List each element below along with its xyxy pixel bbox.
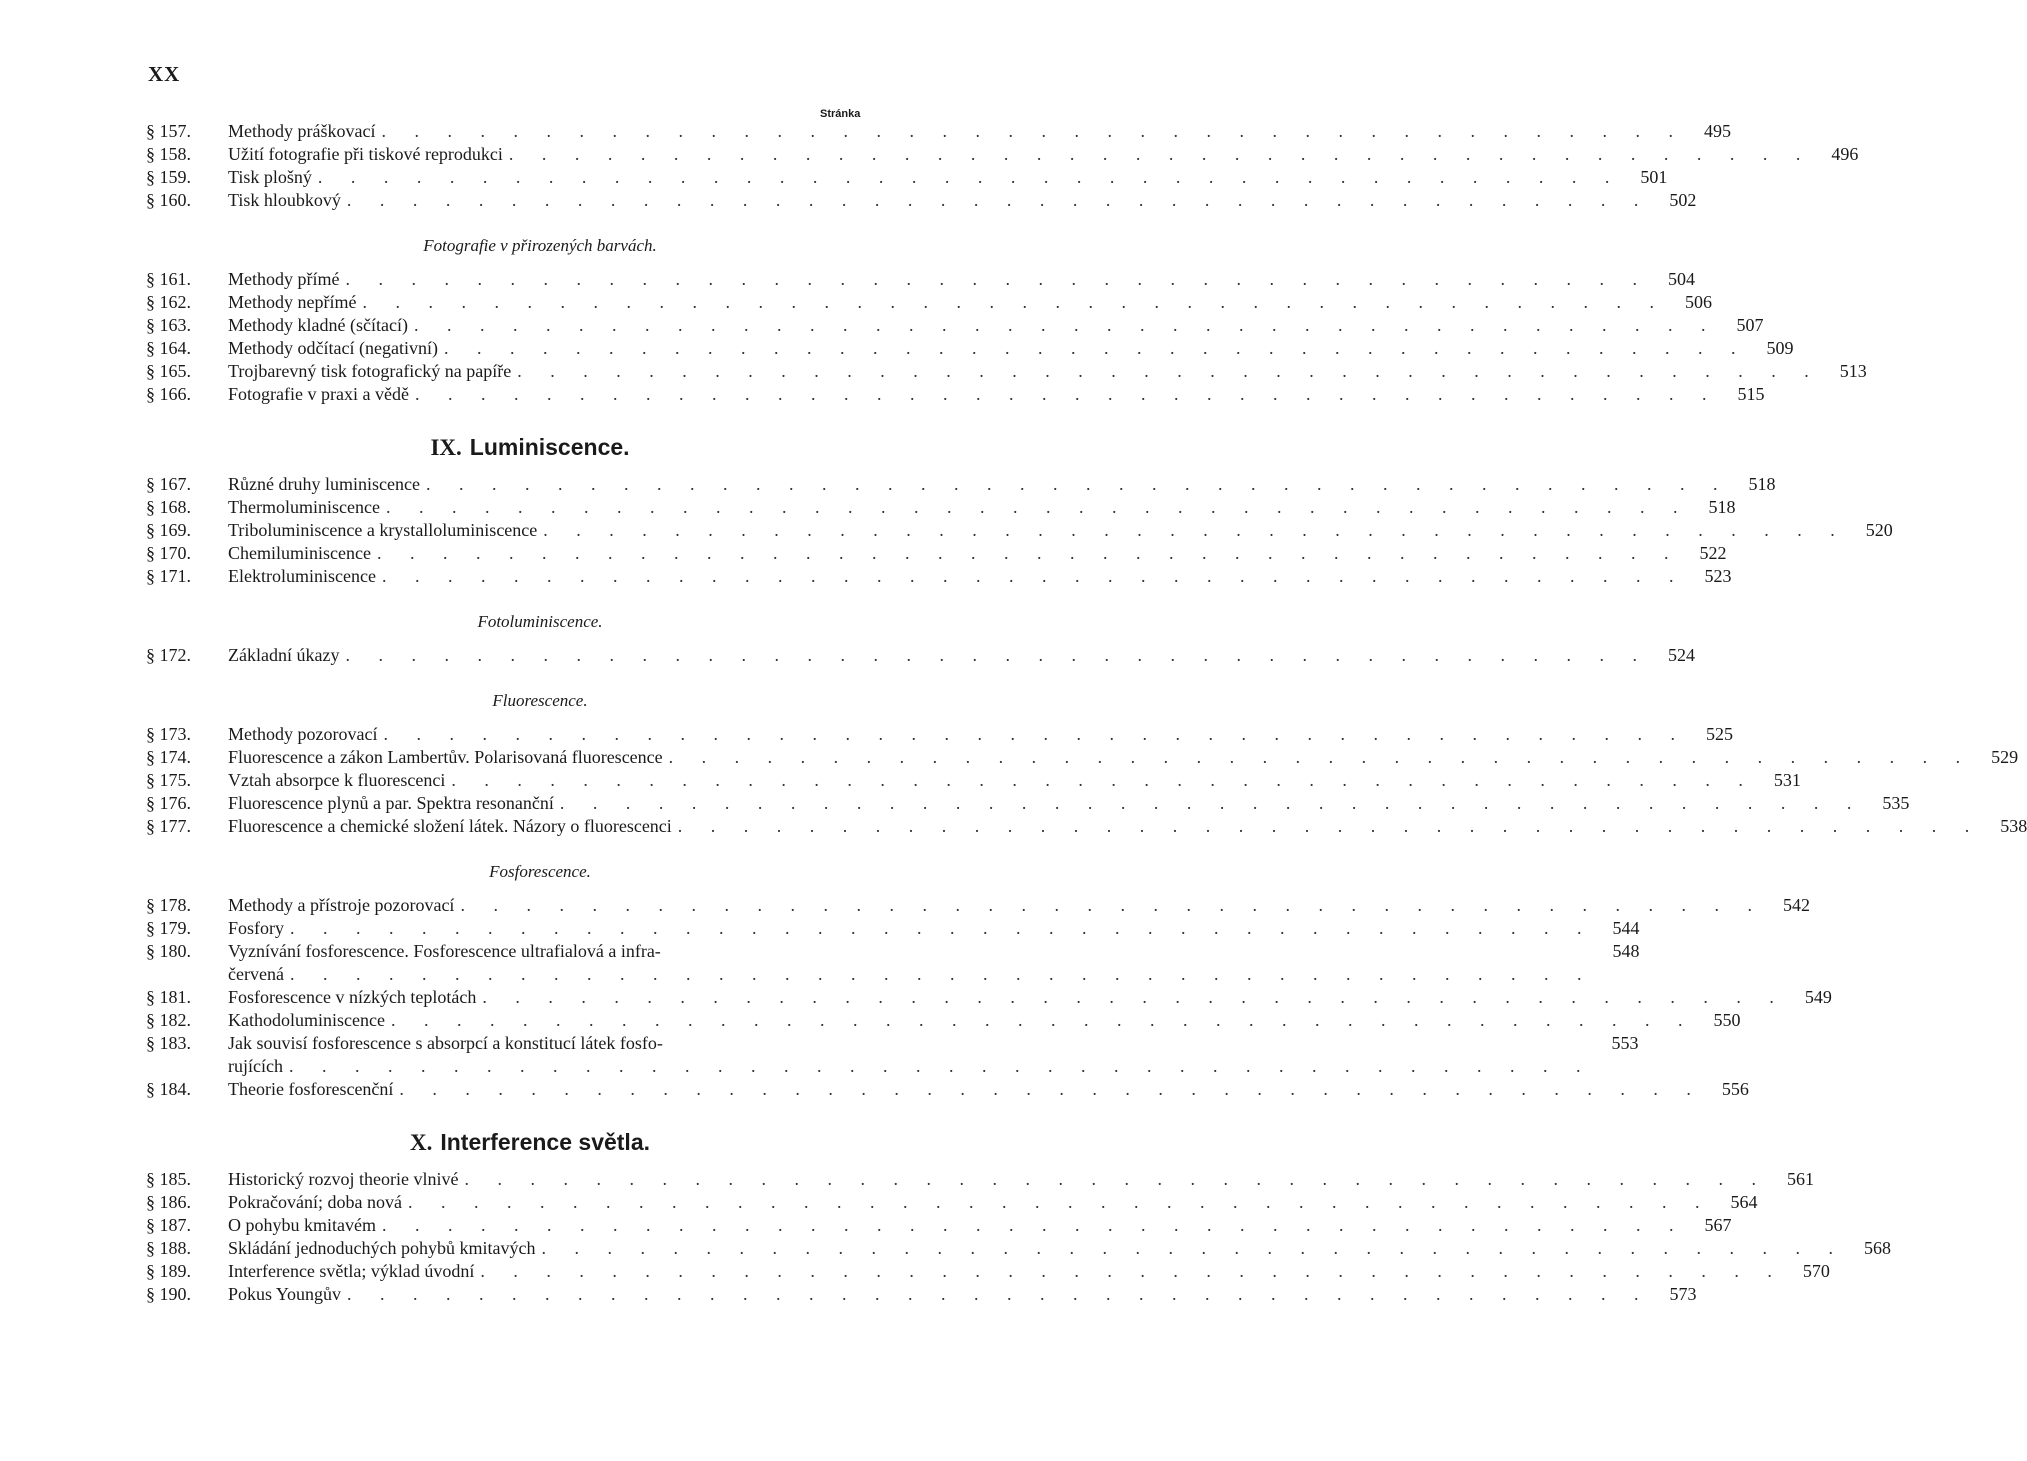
dot-leader: . . . . . . . . . . . . . . . . . . . . . . . . . . . . . . . . . . . . . . . . — [290, 918, 1594, 938]
dot-leader: . . . . . . . . . . . . . . . . . . . . . . . . . . . . . . . . . . . . . . . . — [407, 1192, 1712, 1212]
toc-entry — [146, 1191, 1758, 1214]
section-number: § 190. — [146, 1284, 191, 1304]
entry-title — [228, 1078, 1703, 1101]
toc-entry — [146, 769, 1801, 792]
entry-title — [228, 894, 1764, 917]
dot-leader: . . . . . . . . . . . . . . . . . . . . . . . . . . . . . . . . . . . . . . . . — [381, 566, 1686, 586]
page-ref: 548 — [1612, 941, 1640, 961]
dot-leader: . . . . . . . . . . . . . . . . . . . . . . . . . . . . . . . . . . . . . . . . — [288, 1056, 1593, 1076]
entry-title-line: Vyznívání fosforescence. Fosforescence ultrafialová a infra- — [228, 941, 661, 961]
entry-title — [228, 542, 1680, 565]
toc-entry — [146, 1032, 1639, 1078]
section-number: § 188. — [146, 1238, 191, 1258]
section-number: § 161. — [146, 269, 191, 289]
dot-leader: . . . . . . . . . . . . . . . . . . . . . . . . . . . . . . . . . . . . . . . . — [383, 724, 1687, 744]
entry-title-text: Methody a přístroje pozorovací — [228, 895, 455, 915]
section-number: § 187. — [146, 1215, 191, 1235]
entry-title-text: O pohybu kmitavém — [228, 1215, 376, 1235]
toc-entry — [146, 1260, 1830, 1283]
page-ref: 561 — [1786, 1169, 1814, 1189]
section-subheading: Fotografie v přirozených barvách. — [423, 236, 657, 255]
section-number: § 180. — [146, 941, 191, 961]
section-number: § 178. — [146, 895, 191, 915]
dot-leader: . . . . . . . . . . . . . . . . . . . . . . . . . . . . . . . . . . . . . . . . — [464, 1169, 1768, 1189]
page-ref: 529 — [1991, 747, 2019, 767]
page-ref: 495 — [1703, 121, 1731, 141]
entry-title-text: Fluorescence plynů a par. Spektra resonanční — [228, 793, 554, 813]
entry-title-line — [228, 1055, 1592, 1078]
section-number: § 164. — [146, 338, 191, 358]
entry-title — [228, 1168, 1768, 1191]
entry-title — [228, 166, 1621, 189]
section-number: § 157. — [146, 121, 191, 141]
page-ref: 535 — [1882, 793, 1910, 813]
section-number: § 173. — [146, 724, 191, 744]
entry-title-text: Trojbarevný tisk fotografický na papíře — [228, 361, 512, 381]
entry-title — [228, 314, 1717, 337]
dot-leader: . . . . . . . . . . . . . . . . . . . . . . . . . . . . . . . . . . . . . . . . — [390, 1010, 1695, 1030]
dot-leader: . . . . . . . . . . . . . . . . . . . . . . . . . . . . . . . . . . . . . . . . — [347, 1284, 1651, 1304]
page-ref: 550 — [1713, 1010, 1741, 1030]
dot-leader: . . . . . . . . . . . . . . . . . . . . . . . . . . . . . . . . . . . . . . . . — [559, 793, 1864, 813]
entry-title-text: Pokus Youngův — [228, 1284, 342, 1304]
toc-entry — [146, 917, 1640, 940]
chapter-heading — [146, 1129, 894, 1156]
entry-title-text: Tisk plošný — [228, 167, 312, 187]
entry-title-line — [228, 963, 1593, 986]
entry-title-text: Fosforescence v nízkých teplotách — [228, 987, 477, 1007]
toc-entry — [146, 815, 2027, 838]
section-number: § 183. — [146, 1033, 191, 1053]
section-number: § 181. — [146, 987, 191, 1007]
entry-title — [228, 1009, 1694, 1032]
entry-title-text: Vztah absorpce k fluorescenci — [228, 770, 446, 790]
page-ref: 553 — [1611, 1033, 1639, 1053]
entry-title — [228, 120, 1685, 143]
entry-title-text: Theorie fosforescenční — [228, 1079, 394, 1099]
page-ref: 515 — [1737, 384, 1765, 404]
entry-title-text: Fluorescence a chemické složení látek. Názory o fluorescenci — [228, 816, 672, 836]
dot-leader: . . . . . . . . . . . . . . . . . . . . . . . . . . . . . . . . . . . . . . . . — [668, 747, 1973, 767]
toc-entry — [146, 894, 1810, 917]
page-ref: 507 — [1736, 315, 1764, 335]
entry-title-text: Skládání jednoduchých pohybů kmitavých — [228, 1238, 536, 1258]
dot-leader: . . . . . . . . . . . . . . . . . . . . . . . . . . . . . . . . . . . . . . . . — [346, 190, 1651, 210]
entry-title-text: Užití fotografie při tiskové reprodukci — [228, 144, 503, 164]
toc-entry — [146, 1283, 1697, 1306]
entry-title — [228, 1237, 1845, 1260]
section-number: § 176. — [146, 793, 191, 813]
page-ref: 522 — [1699, 543, 1727, 563]
entry-title — [228, 1260, 1784, 1283]
entry-title-text: Základní úkazy — [228, 645, 340, 665]
entry-title — [228, 1032, 1592, 1078]
section-number: § 166. — [146, 384, 191, 404]
toc-entry — [146, 496, 1736, 519]
entry-title-text: Chemiluminiscence — [228, 543, 371, 563]
toc-entry — [146, 143, 1859, 166]
dot-leader: . . . . . . . . . . . . . . . . . . . . . . . . . . . . . . . . . . . . . . . . — [345, 645, 1649, 665]
dot-leader: . . . . . . . . . . . . . . . . . . . . . . . . . . . . . . . . . . . . . . . . — [480, 1261, 1784, 1281]
toc-entry — [146, 519, 1893, 542]
entry-title-text: Fluorescence a zákon Lambertův. Polarisovaná fluorescence — [228, 747, 663, 767]
page-ref: 506 — [1684, 292, 1712, 312]
section-number: § 175. — [146, 770, 191, 790]
entry-title — [228, 143, 1812, 166]
toc-entry — [146, 166, 1668, 189]
dot-leader: . . . . . . . . . . . . . . . . . . . . . . . . . . . . . . . . . . . . . . . . — [399, 1079, 1703, 1099]
entry-title-text: Různé druhy luminiscence — [228, 474, 420, 494]
toc-entry — [146, 337, 1794, 360]
section-number: § 172. — [146, 645, 191, 665]
dot-leader: . . . . . . . . . . . . . . . . . . . . . . . . . . . . . . . . . . . . . . . . — [451, 770, 1755, 790]
dot-leader: . . . . . . . . . . . . . . . . . . . . . . . . . . . . . . . . . . . . . . . . — [381, 1215, 1686, 1235]
chapter-title: Luminiscence. — [469, 434, 630, 460]
entry-title — [228, 723, 1687, 746]
entry-title — [228, 565, 1685, 588]
section-subheading: Fluorescence. — [492, 691, 588, 710]
toc-entry — [146, 268, 1695, 291]
dot-leader: . . . . . . . . . . . . . . . . . . . . . . . . . . . . . . . . . . . . . . . . — [413, 315, 1718, 335]
toc-entry — [146, 940, 1640, 986]
page-ref: 570 — [1802, 1261, 1830, 1281]
entry-title — [228, 291, 1666, 314]
toc-entry — [146, 1078, 1749, 1101]
page-ref: 568 — [1863, 1238, 1891, 1258]
section-number: § 168. — [146, 497, 191, 517]
entry-title-text: rujících — [228, 1056, 283, 1076]
entry-title — [228, 1283, 1651, 1306]
section-number: § 177. — [146, 816, 191, 836]
dot-leader: . . . . . . . . . . . . . . . . . . . . . . . . . . . . . . . . . . . . . . . . — [385, 497, 1690, 517]
section-number: § 165. — [146, 361, 191, 381]
page-ref: 542 — [1782, 895, 1810, 915]
entry-title-text: Methody práškovací — [228, 121, 376, 141]
dot-leader: . . . . . . . . . . . . . . . . . . . . . . . . . . . . . . . . . . . . . . . . — [443, 338, 1748, 358]
entry-title — [228, 986, 1786, 1009]
toc-entry — [146, 189, 1697, 212]
dot-leader: . . . . . . . . . . . . . . . . . . . . . . . . . . . . . . . . . . . . . . . . — [376, 543, 1681, 563]
section-number: § 189. — [146, 1261, 191, 1281]
section-number: § 179. — [146, 918, 191, 938]
entry-title-text: Triboluminiscence a krystalloluminiscence — [228, 520, 538, 540]
toc-entry — [146, 792, 1910, 815]
section-number: § 184. — [146, 1079, 191, 1099]
toc-entry — [146, 291, 1712, 314]
entry-title — [228, 644, 1649, 667]
chapter-number: X. — [409, 1130, 433, 1155]
section-number: § 167. — [146, 474, 191, 494]
section-number: § 186. — [146, 1192, 191, 1212]
page-ref: 501 — [1640, 167, 1668, 187]
entry-title-text: červená — [228, 964, 284, 984]
toc-entry — [146, 1214, 1732, 1237]
dot-leader: . . . . . . . . . . . . . . . . . . . . . . . . . . . . . . . . . . . . . . . . — [677, 816, 1982, 836]
section-number: § 170. — [146, 543, 191, 563]
toc-entry — [146, 746, 2019, 769]
entry-title-text: Methody kladné (sčítací) — [228, 315, 408, 335]
dot-leader: . . . . . . . . . . . . . . . . . . . . . . . . . . . . . . . . . . . . . . . . — [345, 269, 1649, 289]
entry-title-text: Thermoluminiscence — [228, 497, 380, 517]
entry-title-text: Fosfory — [228, 918, 285, 938]
dot-leader: . . . . . . . . . . . . . . . . . . . . . . . . . . . . . . . . . . . . . . . . — [460, 895, 1764, 915]
toc-entry — [146, 723, 1733, 746]
page-ref: 549 — [1804, 987, 1832, 1007]
section-number: § 182. — [146, 1010, 191, 1030]
entry-title — [228, 473, 1729, 496]
entry-title-text: Fotografie v praxi a vědě — [228, 384, 409, 404]
section-number: § 162. — [146, 292, 191, 312]
page-ref: 524 — [1667, 645, 1695, 665]
toc-entry — [146, 473, 1776, 496]
dot-leader: . . . . . . . . . . . . . . . . . . . . . . . . . . . . . . . . . . . . . . . . — [414, 384, 1719, 404]
section-number: § 185. — [146, 1169, 191, 1189]
page-ref: 502 — [1669, 190, 1697, 210]
page-ref: 567 — [1704, 1215, 1732, 1235]
entry-title-text: Pokračování; doba nová — [228, 1192, 402, 1212]
toc-entry — [146, 565, 1732, 588]
toc-entry — [146, 1009, 1741, 1032]
entry-title-text: Tisk hloubkový — [228, 190, 341, 210]
entry-title — [228, 792, 1863, 815]
chapter-number: IX. — [430, 435, 462, 460]
page-ref: 518 — [1748, 474, 1776, 494]
dot-leader: . . . . . . . . . . . . . . . . . . . . . . . . . . . . . . . . . . . . . . . . — [362, 292, 1666, 312]
section-number: § 169. — [146, 520, 191, 540]
entry-title — [228, 519, 1847, 542]
page-ref: 573 — [1669, 1284, 1697, 1304]
page-ref: 513 — [1839, 361, 1867, 381]
toc-entry — [146, 360, 1867, 383]
section-subheading: Fotoluminiscence. — [477, 612, 603, 631]
dot-leader: . . . . . . . . . . . . . . . . . . . . . . . . . . . . . . . . . . . . . . . . — [425, 474, 1730, 494]
page-ref: 544 — [1612, 918, 1640, 938]
section-subheading: Fosforescence. — [489, 862, 591, 881]
entry-title-text: Methody odčítací (negativní) — [228, 338, 438, 358]
toc-entry — [146, 986, 1832, 1009]
entry-title — [228, 1191, 1711, 1214]
dot-leader: . . . . . . . . . . . . . . . . . . . . . . . . . . . . . . . . . . . . . . . . — [508, 144, 1813, 164]
entry-title — [228, 769, 1755, 792]
section-number: § 159. — [146, 167, 191, 187]
entry-title — [228, 940, 1593, 986]
page-ref: 525 — [1705, 724, 1733, 744]
chapter-title: Interference světla. — [440, 1129, 651, 1155]
toc-entry — [146, 314, 1764, 337]
section-number: § 158. — [146, 144, 191, 164]
entry-title — [228, 917, 1594, 940]
dot-leader: . . . . . . . . . . . . . . . . . . . . . . . . . . . . . . . . . . . . . . . . — [482, 987, 1786, 1007]
dot-leader: . . . . . . . . . . . . . . . . . . . . . . . . . . . . . . . . . . . . . . . . — [517, 361, 1821, 381]
dot-leader: . . . . . . . . . . . . . . . . . . . . . . . . . . . . . . . . . . . . . . . . — [381, 121, 1685, 141]
dot-leader: . . . . . . . . . . . . . . . . . . . . . . . . . . . . . . . . . . . . . . . . — [317, 167, 1622, 187]
entry-title — [228, 1214, 1685, 1237]
entry-title-text: Interference světla; výklad úvodní — [228, 1261, 475, 1281]
entry-title — [228, 337, 1747, 360]
page-column-label: Stránka — [820, 108, 861, 120]
page-ref: 556 — [1721, 1079, 1749, 1099]
entry-title-text: Methody pozorovací — [228, 724, 378, 744]
table-of-contents — [146, 120, 2027, 1306]
chapter-heading — [146, 434, 894, 461]
toc-entry — [146, 542, 1727, 565]
page-ref: 509 — [1766, 338, 1794, 358]
page-ref: 564 — [1730, 1192, 1758, 1212]
toc-entry — [146, 120, 1731, 143]
entry-title-text: Methody přímé — [228, 269, 340, 289]
entry-title-text: Methody nepřímé — [228, 292, 357, 312]
toc-entry — [146, 1237, 1891, 1260]
entry-title — [228, 189, 1650, 212]
dot-leader: . . . . . . . . . . . . . . . . . . . . . . . . . . . . . . . . . . . . . . . . — [543, 520, 1847, 540]
section-number: § 163. — [146, 315, 191, 335]
entry-title — [228, 268, 1649, 291]
page-ref: 496 — [1831, 144, 1859, 164]
section-number: § 160. — [146, 190, 191, 210]
page-ref: 518 — [1708, 497, 1736, 517]
entry-title — [228, 746, 1972, 769]
entry-title — [228, 360, 1821, 383]
page-ref: 531 — [1773, 770, 1801, 790]
dot-leader: . . . . . . . . . . . . . . . . . . . . . . . . . . . . . . . . . . . . . . . . — [541, 1238, 1845, 1258]
entry-title-text: Historický rozvoj theorie vlnivé — [228, 1169, 459, 1189]
toc-entry — [146, 1168, 1814, 1191]
section-number: § 171. — [146, 566, 191, 586]
page-ref: 523 — [1704, 566, 1732, 586]
toc-entry — [146, 644, 1695, 667]
page-ref: 520 — [1865, 520, 1893, 540]
entry-title — [228, 496, 1689, 519]
entry-title-text: Elektroluminiscence — [228, 566, 376, 586]
dot-leader: . . . . . . . . . . . . . . . . . . . . . . . . . . . . . . . . . . . . . . . . — [289, 964, 1594, 984]
entry-title-line: Jak souvisí fosforescence s absorpcí a konstitucí látek fosfo- — [228, 1033, 663, 1053]
entry-title — [228, 383, 1718, 406]
page-ref: 504 — [1667, 269, 1695, 289]
page-number: XX — [148, 62, 181, 86]
toc-entry — [146, 383, 1765, 406]
entry-title — [228, 815, 1981, 838]
section-number: § 174. — [146, 747, 191, 767]
entry-title-text: Kathodoluminiscence — [228, 1010, 385, 1030]
page-ref: 538 — [2000, 816, 2027, 836]
